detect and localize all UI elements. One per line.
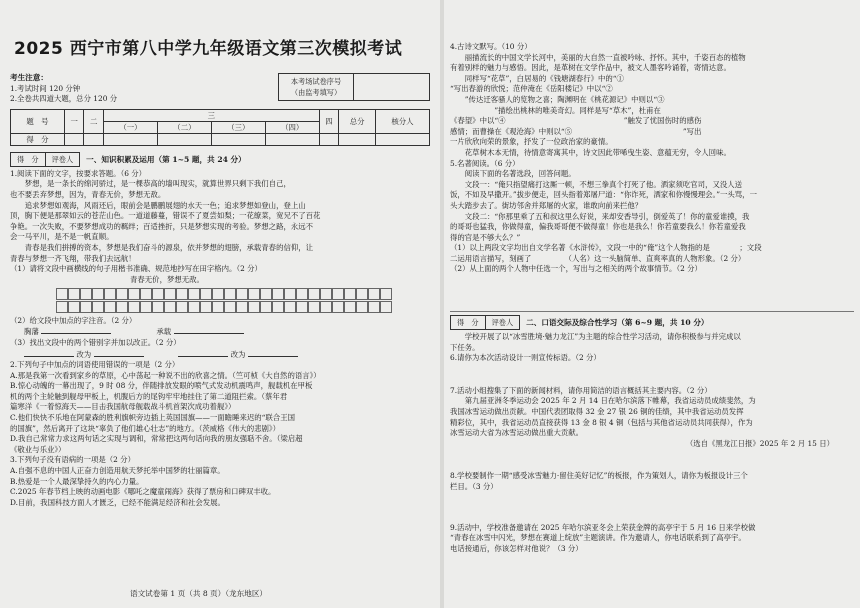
text-line: 我国冰雪运动做出贡献。中国代表团取得 32 金 27 银 26 铜的佳绩，其中我省运动员发挥	[450, 407, 744, 417]
section2-header	[450, 311, 854, 330]
text-line: 5.名著阅读。（6 分）	[450, 158, 520, 168]
section1-header	[10, 152, 430, 167]
text-line: 栏目。（3 分）	[450, 482, 498, 491]
score-cell[interactable]	[339, 133, 376, 145]
text-line: 梦想，是一条长的绵河骄过，是一棵恭高的墙叫现实，就算世界只剩下我们自己，	[10, 179, 291, 189]
score-table-sub: （三）	[211, 121, 265, 133]
score-table	[10, 109, 430, 146]
seat-number-box	[278, 73, 430, 101]
scorer-box	[10, 152, 80, 167]
score-row-label: 得 分	[11, 133, 65, 145]
fix-label: 改为	[76, 349, 92, 359]
grid-cell[interactable]	[332, 301, 344, 313]
grid-cell[interactable]	[224, 288, 236, 300]
grid-cell[interactable]	[356, 301, 368, 313]
q7-block	[450, 386, 854, 450]
text-line: 6.请你为本次活动设计一则宣传标语。（2 分）	[450, 353, 601, 363]
answer-blank[interactable]	[248, 349, 298, 357]
text-line: 阅读下面的名著选段，回答问题。	[450, 169, 576, 179]
text-line: 感情；而曹操在《观沧海》中则以“⑤ ”写出	[450, 126, 702, 136]
text-line: C.2025 年春节档上映的动画电影《哪吒之魔童闹海》获得了票房和口碑双丰收。	[10, 487, 276, 497]
grid-cell[interactable]	[368, 288, 380, 300]
grid-cell[interactable]	[320, 288, 332, 300]
score-cell[interactable]	[84, 133, 104, 145]
grid-cell[interactable]	[308, 301, 320, 313]
text-line: 有着别样的魅力与感悟。因此，是革树在文学作品中，被文人墨客吟诵着，寄情达意。	[450, 63, 731, 73]
grid-cell[interactable]	[224, 301, 236, 313]
news-source: （选自《黑龙江日报》2025 年 2 月 15 日）	[685, 438, 834, 448]
notice-line: 1.考试时间 120 分钟	[10, 83, 81, 93]
text-line: B.热爱是一个人最深挚持久的内心力量。	[10, 476, 144, 486]
q1-grid-text: 青春无价，梦想无敌。	[130, 274, 204, 284]
grid-cell[interactable]	[236, 288, 248, 300]
grid-cell[interactable]	[356, 288, 368, 300]
grid-cell[interactable]	[152, 301, 164, 313]
text-line: 9.活动中，学校准备邀请在 2025 年哈尔滨亚冬会上荣获金牌的高亭宇于 5 月 16 日来学校做	[450, 522, 756, 532]
text-line: 文段二：“你那里乘了五和叔这里么好说，来却安香导引，倒爱英了！你的童爱谁摸，我	[450, 211, 750, 221]
q9-block	[450, 523, 854, 555]
text-line: 机的两个主轮触到舰母甲板上，机腹后方的尾钩牢牢地挂住了第二道阻拦索。（蔡年君	[10, 391, 288, 401]
grid-cell[interactable]	[284, 301, 296, 313]
text-line: 精彩位，其中，我省运动员直接获得 13 金 8 银 4 铜（包括与其他省运动员共同获得），作为	[450, 417, 753, 427]
grid-cell[interactable]	[212, 288, 224, 300]
text-line: 会一马平川，是不是一帆直顺。	[10, 232, 114, 242]
word-label: 胸藩	[24, 327, 39, 337]
page-footer: 语文试卷第 1 页（共 8 页）（龙东地区）	[130, 589, 268, 598]
text-line: 丽描流长的中国文学长河中，美丽的大自然一直被吟咏、抒怀。其中，千姿百态的植物	[450, 52, 746, 62]
grid-cell[interactable]	[380, 301, 392, 313]
grid-cell[interactable]	[116, 288, 128, 300]
grid-cell[interactable]	[308, 288, 320, 300]
text-line: 《春望》中以“④ ”触发了忧国伤时的感伤	[450, 116, 702, 126]
grid-cell[interactable]	[380, 288, 392, 300]
score-cell[interactable]	[104, 133, 158, 145]
grid-row	[56, 288, 430, 300]
right-column	[446, 0, 860, 608]
grid-cell[interactable]	[248, 301, 260, 313]
text-line: 青春是我们拼搏的资本，梦想是我们奋斗的源泉，依并梦想的翅膀，承载青春的信仰，让	[10, 242, 314, 252]
text-line: D.我自己常常力求这两句话之实现与调和，常常把这两句话向我的朋友强聒不舍。（梁启超	[10, 434, 303, 444]
notice-heading: 考生注意：	[10, 73, 48, 82]
score-table-head: 二	[84, 109, 104, 133]
grid-cell[interactable]	[188, 301, 200, 313]
text-line: B.惊心动魄的一幕出现了，9 时 08 分，伴随排放发眼的喷气式发动机震鸣声，舰载机在甲板	[10, 381, 313, 391]
score-cell[interactable]	[375, 133, 429, 145]
grid-cell[interactable]	[116, 301, 128, 313]
q1-3-answers	[10, 349, 430, 361]
notice-text	[10, 73, 117, 105]
score-table-head: 三	[104, 109, 320, 121]
grid-cell[interactable]	[128, 288, 140, 300]
text-line: 篇寒洋《一着惊海天——目击我国航母舰载战斗机首架次成功着舰》）	[10, 402, 236, 412]
grid-cell[interactable]	[56, 301, 68, 313]
text-line: 的哥哥也猛我，你做得童，偏我哥哥便不做得童！你也是我么！你若童要我么！你若童爱我	[450, 222, 746, 232]
score-cell[interactable]	[157, 133, 211, 145]
grid-cell[interactable]	[80, 288, 92, 300]
score-cell[interactable]	[319, 133, 339, 145]
text-line: 追求梦想如观海，风雨还后，眼前会是鹏鹏展翅的水天一色；追求梦想如登山，登上山	[10, 200, 306, 210]
grid-cell[interactable]	[332, 288, 344, 300]
grid-cell[interactable]	[344, 301, 356, 313]
grid-cell[interactable]	[80, 301, 92, 313]
text-line: ”传达迁客骚人的览物之喜；陶渊明在《桃花源记》中则以“③	[450, 94, 665, 104]
grid-cell[interactable]	[344, 288, 356, 300]
text-line: （1）以上两段文字均出自文学名著《水浒传》，文段一中的“俺”这个人物指的是 ；文段	[450, 243, 762, 253]
grid-cell[interactable]	[176, 288, 188, 300]
text-line: 头大踏步去了。街坊邻舍并郑屠的火家，谁敢向前来拦他？	[450, 200, 643, 210]
text-line: 争艳。一次失败，不要梦想成功的羁绊；百适挫折，只是梦想实现的考验。梦想之路，永远不	[10, 221, 314, 231]
seat-number-sub: （由监考填写）	[290, 88, 342, 97]
seat-number-label: 本考场试卷序号	[290, 77, 342, 86]
grid-cell[interactable]	[68, 301, 80, 313]
writing-grid[interactable]	[56, 288, 430, 313]
grid-cell[interactable]	[296, 301, 308, 313]
grid-row	[56, 301, 430, 313]
column-gutter	[440, 0, 444, 608]
grid-cell[interactable]	[368, 301, 380, 313]
answer-blank[interactable]	[174, 326, 244, 334]
notice-line: 2.全卷共四道大题，总分 120 分	[10, 94, 118, 104]
grid-cell[interactable]	[92, 301, 104, 313]
grid-cell[interactable]	[152, 288, 164, 300]
text-line: （2）从上面的两个人物中任选一个，写出与之相关的两个故事情节。（2 分）	[450, 264, 702, 274]
notice-area	[10, 73, 430, 105]
grid-cell[interactable]	[140, 301, 152, 313]
text-line: 电话接通后，你该怎样对他说？（3 分）	[450, 543, 583, 553]
grid-cell[interactable]	[272, 288, 284, 300]
text-line: A.那是我第一次看到家乡的草原，心中荡起一种说不出的欣喜之情。（竺可桢《大自然的语言》）	[10, 370, 321, 380]
text-line: 4.古诗文默写。（10 分）	[450, 42, 532, 51]
score-cell[interactable]	[211, 133, 265, 145]
score-table-head: 一	[64, 109, 84, 133]
text-line: 学校开展了以“冰雪胜境·魅力龙江”为主题的综合性学习活动，请你积极参与并完成以	[450, 332, 741, 342]
text-line: D.目前，我国科技方面人才匮乏，已经不能满足经济和社会发展。	[10, 497, 225, 507]
text-line: 也不要丢弃梦想，因为，青春无价，梦想无敌。	[10, 189, 166, 199]
q2-q3-block	[10, 360, 430, 508]
word-label: 承载	[156, 327, 172, 337]
text-line: 3.下列句子没有语病的一项是（2 分）	[10, 455, 135, 465]
grid-cell[interactable]	[56, 288, 68, 300]
scorer-score-label: 得 分	[11, 153, 46, 166]
page-title: 2025 西宁市第八中学九年级语文第三次模拟考试	[14, 39, 403, 59]
score-table-sub: （四）	[265, 121, 319, 133]
text-line: 7.活动小组搜集了下面的新闻材料，请你用简洁的语言概括其主要内容。（2 分）	[450, 385, 712, 395]
grid-cell[interactable]	[92, 288, 104, 300]
q1-2-answers	[10, 326, 430, 338]
text-line: 1.阅读下面的文字，按要求答题。（6 分）	[10, 168, 147, 178]
answer-space[interactable]	[450, 364, 854, 386]
grid-cell[interactable]	[164, 288, 176, 300]
grid-cell[interactable]	[128, 301, 140, 313]
text-line: 冰雪运动大省为冰雪运动做出重大贡献。	[450, 428, 584, 438]
score-table-head: 核分人	[375, 109, 429, 133]
text-line: 第九届亚洲冬季运动会 2025 年 2 月 14 日在哈尔滨落下帷幕，我省运动员成绩斐然，为	[450, 396, 756, 406]
grid-cell[interactable]	[164, 301, 176, 313]
grid-cell[interactable]	[236, 301, 248, 313]
answer-space[interactable]	[450, 449, 854, 471]
grid-cell[interactable]	[248, 288, 260, 300]
q4-q5-block	[450, 42, 854, 275]
score-table-sub: （一）	[104, 121, 158, 133]
q1-2-prompt: （2）给文段中加点的字注音。（2 分）	[10, 315, 137, 325]
fix-label: 改为	[230, 349, 246, 359]
text-line: C.他们快快不乐地在阿蒙森的胜利旗帜旁边插上英国国旗——一面瞻睡来迟的“联合王国	[10, 413, 295, 423]
score-table-head: 四	[319, 109, 339, 133]
text-line: 饭，不如及早撒开。”拔步便走，回头指着郑屠尸道：“你诈死，洒家和你慢慢理会。”一头骂，一	[450, 190, 757, 200]
scorer-grader-label: 评卷人	[51, 154, 74, 164]
score-cell[interactable]	[265, 133, 319, 145]
q6-block	[450, 332, 854, 364]
grid-cell[interactable]	[320, 301, 332, 313]
grid-cell[interactable]	[68, 288, 80, 300]
seat-number-field[interactable]	[354, 74, 429, 100]
grid-cell[interactable]	[104, 301, 116, 313]
grid-cell[interactable]	[260, 288, 272, 300]
score-table-head: 题 号	[11, 109, 65, 133]
text-line: A.自强不息的中国人正奋力创造用航天梦托举中国梦的壮丽篇章。	[10, 466, 225, 476]
text-line: 花草树木本无情，待情意寄寓其中，诗文因此带唏曳生姿、意蕴无穷，令人回味。	[450, 147, 731, 157]
q8-block	[450, 471, 854, 492]
grid-cell[interactable]	[272, 301, 284, 313]
q1-1-prompt: （1）请将文段中画横线的句子用楷书准确、规范地抄写在田字格内。（2 分）	[10, 264, 262, 274]
text-line: 下任务。	[450, 342, 480, 352]
score-cell[interactable]	[64, 133, 84, 145]
grid-cell[interactable]	[188, 288, 200, 300]
text-line: 8.学校要制作一期“感受冰雪魅力·留住美好记忆”的板报，作为策划人，请你为板报设计三个	[450, 471, 748, 481]
text-line: 文段一：“俺只指望痛打这厮一顿，不想三拳真个打死了他。洒家须吃官司，又没人送	[450, 179, 743, 189]
grid-cell[interactable]	[200, 288, 212, 300]
text-line: “青春在冰雪中闪光，梦想在赛道上绽放”主题演讲。作为邀请人，你电话联系到了高亭宇。	[450, 533, 746, 543]
section2-title: 二、口语交际及综合性学习（第 6~9 题，共 10 分）	[526, 318, 709, 328]
answer-blank[interactable]	[178, 349, 228, 357]
text-line: 一片欣欣向荣的景象，抒发了一位政治家的豪情。	[450, 137, 613, 147]
grid-cell[interactable]	[200, 301, 212, 313]
text-line: 的国旗”，然后离开了这块“辜负了他们雄心壮志”的地方。（茨威格《伟大的悲剧》）	[10, 423, 281, 433]
scorer-box	[450, 315, 520, 330]
section1-title: 一、知识积累及运用（第 1~5 题，共 24 分）	[86, 154, 246, 164]
grid-cell[interactable]	[140, 288, 152, 300]
text-line: 顶，胸下便是那翠如云的苍茫山色。一道道藤蔓，错误不了夏尝如梨；一花缭菜，宽兄不了百花	[10, 211, 321, 221]
text-line: “写出春游的欣悦；范仲淹在《岳阳楼记》中以“②	[450, 84, 613, 94]
text-line: ”描绘出桃林的唯美奇幻。同样是写“草木”，杜甫在	[450, 105, 661, 115]
scorer-grader-label: 评卷人	[491, 318, 514, 328]
grid-cell[interactable]	[296, 288, 308, 300]
text-line: 得的官是不够大么？”	[450, 232, 521, 242]
grid-cell[interactable]	[284, 288, 296, 300]
score-table-head: 总分	[339, 109, 376, 133]
q1-passage	[10, 169, 430, 264]
grid-cell[interactable]	[212, 301, 224, 313]
answer-blank[interactable]	[41, 326, 111, 334]
grid-cell[interactable]	[176, 301, 188, 313]
text-line: 《敬业与乐业》）	[10, 444, 66, 454]
score-table-sub: （二）	[157, 121, 211, 133]
text-line: 二运用语言描写，刻画了 （人名）这一头脑简单、直爽率真的人物形象。（2 分）	[450, 253, 746, 263]
answer-space[interactable]	[450, 493, 854, 523]
answer-blank[interactable]	[94, 349, 144, 357]
grid-cell[interactable]	[104, 288, 116, 300]
text-line: 青春与梦想一齐飞翔，带我们去远航！	[10, 253, 136, 263]
answer-blank[interactable]	[24, 349, 74, 357]
text-line: 同样写“花草”，白居易的《钱塘湖春行》中的“①	[450, 73, 624, 83]
q1-3-prompt: （3）找出文段中的两个错别字并加以改正。（2 分）	[10, 337, 181, 347]
scorer-score-label: 得 分	[451, 316, 486, 329]
text-line: 2.下列句子中加点的词语使用错误的一项是（2 分）	[10, 360, 180, 370]
answer-space[interactable]	[450, 275, 854, 305]
grid-cell[interactable]	[260, 301, 272, 313]
